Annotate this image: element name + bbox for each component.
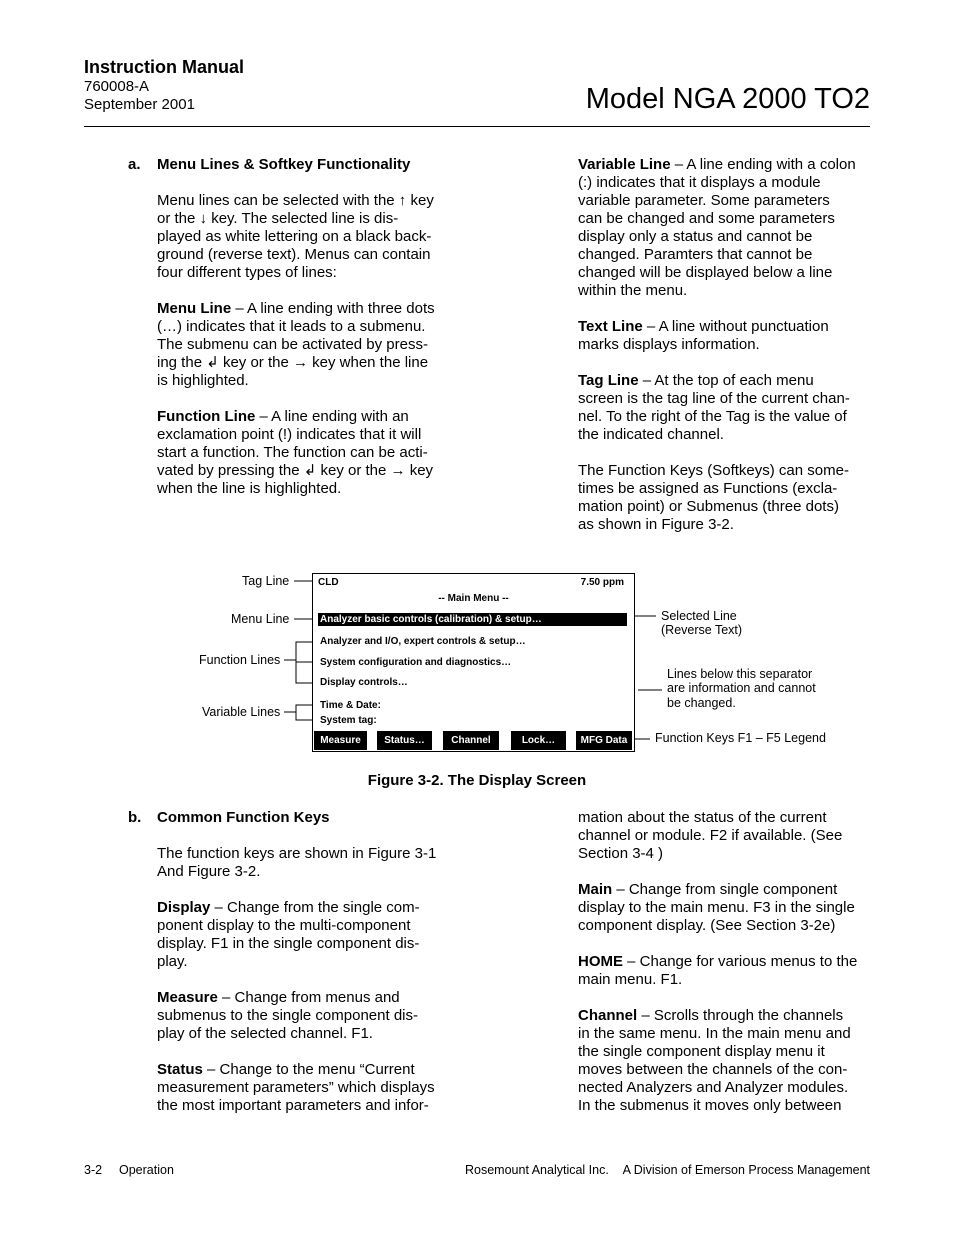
section-a-heading: Menu Lines & Softkey Functionality — [157, 156, 411, 173]
tag-line-description: Tag Line – At the top of each menu screen is the tag line of the current chan- nel. To the right of the Tag is the value of the indicated channel. — [578, 372, 850, 443]
function-lines-label: Function Lines — [199, 653, 281, 667]
softkeys-description: The Function Keys (Softkeys) can some- times be assigned as Functions (excla- mation point) or Submenus (three dots) as shown in Figure 3-2. — [578, 462, 849, 533]
fkey-f1-measure: Measure — [314, 731, 367, 750]
screen-menu-line-4: Display controls… — [320, 677, 408, 688]
home-key-description: HOME – Change for various menus to the main menu. F1. — [578, 953, 858, 988]
section-b-heading: Common Function Keys — [157, 809, 330, 826]
footer-page-number: 3-2 — [84, 1163, 103, 1177]
tag-line-label: Tag Line — [242, 574, 290, 588]
document-number: 760008-A — [84, 78, 150, 95]
screen-value: 7.50 ppm — [580, 577, 624, 588]
main-key-description: Main – Change from single component display to the main menu. F3 in the single component display. (See Section 3-2e) — [578, 881, 855, 934]
fkey-f2-status: Status… — [377, 731, 432, 750]
screen-menu-line-2: Analyzer and I/O, expert controls & setup… — [320, 636, 526, 647]
variable-lines-label: Variable Lines — [202, 705, 281, 719]
section-a-letter: a. — [128, 156, 141, 173]
fkey-f5-mfg-data: MFG Data — [576, 731, 632, 750]
screen-tag: CLD — [318, 577, 339, 588]
section-b-letter: b. — [128, 809, 142, 826]
manual-title: Instruction Manual — [84, 57, 245, 77]
separator-label-2: are information and cannot — [667, 681, 816, 695]
variable-line-description: Variable Line – A line ending with a colon (:) indicates that it displays a module variable parameter. Some parameters can be changed and some parameters display only a status and cannot be changed. Paramters that cannot be changed will be displayed below a line within the menu. — [578, 156, 856, 299]
status-key-description-continued: mation about the status of the current channel or module. F2 if available. (See Section 3-4 ) — [578, 809, 843, 862]
section-b-intro: The function keys are shown in Figure 3-1 And Figure 3-2. — [157, 845, 437, 880]
model-title: Model NGA 2000 TO2 — [585, 83, 870, 115]
screen-menu-line-selected: Analyzer basic controls (calibration) & setup… — [320, 614, 542, 625]
measure-key-description: Measure – Change from menus and submenus to the single component dis- play of the selected channel. F1. — [157, 989, 418, 1042]
screen-menu-title: -- Main Menu -- — [438, 593, 509, 604]
status-key-description: Status – Change to the menu “Current measurement parameters” which displays the most important parameters and infor- — [157, 1061, 435, 1114]
separator-label-1: Lines below this separator — [667, 667, 813, 681]
text-line-description: Text Line – A line without punctuation marks displays information. — [578, 318, 829, 353]
separator-label-3: be changed. — [667, 696, 736, 710]
footer-section: Operation — [119, 1163, 174, 1177]
menu-line-label: Menu Line — [231, 612, 290, 626]
footer-company: Rosemount Analytical Inc. — [465, 1163, 609, 1177]
screen-menu-line-3: System configuration and diagnostics… — [320, 657, 512, 668]
function-line-description: Function Line – A line ending with an exclamation point (!) indicates that it will start a function. The function can be acti- vated by pressing the ↲ key or the → key when the line is highlighted. — [157, 408, 434, 497]
function-keys-legend-label: Function Keys F1 – F5 Legend — [655, 731, 826, 745]
screen-variable-line-time: Time & Date: — [320, 700, 381, 711]
display-screen — [312, 573, 635, 752]
selected-line-sublabel: (Reverse Text) — [661, 623, 743, 637]
fkey-f4-lock: Lock… — [511, 731, 566, 750]
document-date: September 2001 — [84, 96, 195, 113]
screen-variable-line-tag: System tag: — [320, 715, 377, 726]
selected-line-label: Selected Line — [661, 609, 737, 623]
display-key-description: Display – Change from the single com- ponent display to the multi-component display. F1 in the single component dis- play. — [157, 899, 420, 970]
section-b-left-column — [157, 809, 457, 1133]
menu-line-description: Menu Line – A line ending with three dots (…) indicates that it leads to a submenu. The submenu can be activated by press- ing the ↲ key or the → key when the line is highlighted. — [157, 300, 435, 389]
fkey-f3-channel: Channel — [443, 731, 499, 750]
figure-caption: Figure 3-2. The Display Screen — [367, 772, 587, 789]
section-b-right-column — [578, 809, 878, 1133]
section-a-intro: Menu lines can be selected with the ↑ key or the ↓ key. The selected line is dis- played as white lettering on a black back- ground (reverse text). Menus can contain four different types of lines: — [157, 192, 434, 281]
channel-key-description: Channel – Scrolls through the channels in the same menu. In the main menu and the single component display menu it moves between the channels of the con- nected Analyzers and Analyzer modules. In the submenus it moves only between — [578, 1007, 851, 1114]
footer-division: A Division of Emerson Process Management — [622, 1163, 870, 1177]
